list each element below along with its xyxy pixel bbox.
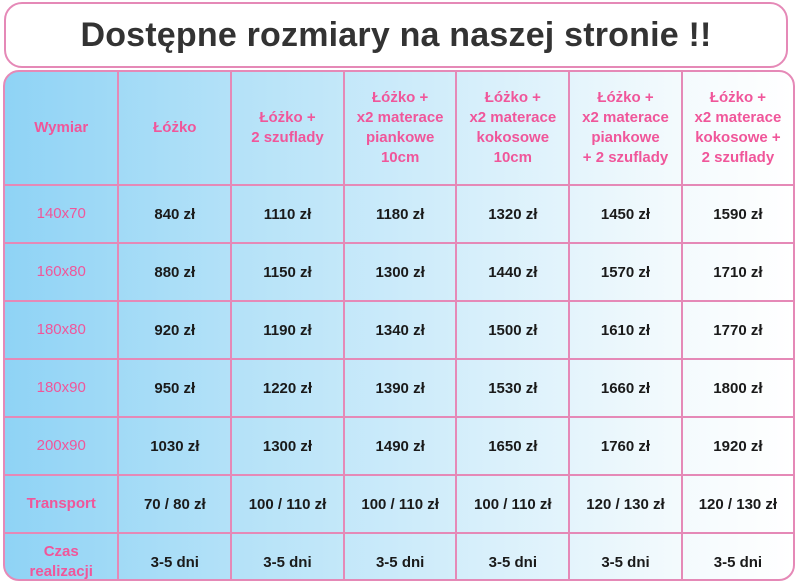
price-cell: 920 zł [118, 301, 231, 359]
price-cell: 1190 zł [231, 301, 344, 359]
table-row [5, 301, 793, 359]
price-cell: 1490 zł [344, 417, 457, 475]
price-cell: 1920 zł [682, 417, 793, 475]
price-cell: 1030 zł [118, 417, 231, 475]
row-label: 200x90 [5, 417, 118, 475]
lead-time-cell: 3-5 dni [569, 533, 682, 581]
price-cell: 1450 zł [569, 185, 682, 243]
lead-time-cell: 3-5 dni [231, 533, 344, 581]
page-title: Dostępne rozmiary na naszej stronie !! [80, 15, 712, 54]
price-cell: 1300 zł [231, 417, 344, 475]
row-label-transport: Transport [5, 475, 118, 533]
transport-cell: 120 / 130 zł [569, 475, 682, 533]
price-table [5, 72, 793, 581]
price-cell: 1220 zł [231, 359, 344, 417]
price-cell: 1770 zł [682, 301, 793, 359]
price-cell: 1570 zł [569, 243, 682, 301]
price-cell: 1760 zł [569, 417, 682, 475]
header-cell-bed-foam: Łóżko + x2 materace piankowe 10cm [344, 72, 457, 185]
transport-cell: 100 / 110 zł [231, 475, 344, 533]
header-cell-bed-foam-drawers: Łóżko + x2 materace piankowe + 2 szuflady [569, 72, 682, 185]
price-cell: 1110 zł [231, 185, 344, 243]
row-label: 180x80 [5, 301, 118, 359]
price-cell: 1500 zł [456, 301, 569, 359]
price-cell: 1710 zł [682, 243, 793, 301]
table-row [5, 417, 793, 475]
lead-time-cell: 3-5 dni [344, 533, 457, 581]
table-row [5, 533, 793, 581]
price-cell: 950 zł [118, 359, 231, 417]
price-cell: 1150 zł [231, 243, 344, 301]
lead-time-cell: 3-5 dni [456, 533, 569, 581]
table-header-row [5, 72, 793, 185]
transport-cell: 100 / 110 zł [456, 475, 569, 533]
price-cell: 1590 zł [682, 185, 793, 243]
header-cell-dimension: Wymiar [5, 72, 118, 185]
transport-cell: 70 / 80 zł [118, 475, 231, 533]
table-row [5, 185, 793, 243]
price-cell: 1340 zł [344, 301, 457, 359]
table-row [5, 475, 793, 533]
lead-time-cell: 3-5 dni [682, 533, 793, 581]
price-cell: 1660 zł [569, 359, 682, 417]
transport-cell: 100 / 110 zł [344, 475, 457, 533]
price-cell: 840 zł [118, 185, 231, 243]
price-cell: 1320 zł [456, 185, 569, 243]
row-label: 140x70 [5, 185, 118, 243]
header-cell-bed-drawers: Łóżko + 2 szuflady [231, 72, 344, 185]
table-row [5, 359, 793, 417]
header-cell-bed-coconut: Łóżko + x2 materace kokosowe 10cm [456, 72, 569, 185]
transport-cell: 120 / 130 zł [682, 475, 793, 533]
price-table-container [3, 70, 795, 581]
price-cell: 1650 zł [456, 417, 569, 475]
row-label: 160x80 [5, 243, 118, 301]
price-cell: 1800 zł [682, 359, 793, 417]
price-cell: 1610 zł [569, 301, 682, 359]
row-label-lead-time: Czas realizacji [5, 533, 118, 581]
price-cell: 1180 zł [344, 185, 457, 243]
title-banner [4, 2, 788, 68]
table-row [5, 243, 793, 301]
price-cell: 1300 zł [344, 243, 457, 301]
header-cell-bed: Łóżko [118, 72, 231, 185]
row-label: 180x90 [5, 359, 118, 417]
header-cell-bed-coconut-drawers: Łóżko + x2 materace kokosowe + 2 szuflady [682, 72, 793, 185]
price-cell: 1390 zł [344, 359, 457, 417]
price-cell: 1530 zł [456, 359, 569, 417]
lead-time-cell: 3-5 dni [118, 533, 231, 581]
price-cell: 880 zł [118, 243, 231, 301]
price-cell: 1440 zł [456, 243, 569, 301]
